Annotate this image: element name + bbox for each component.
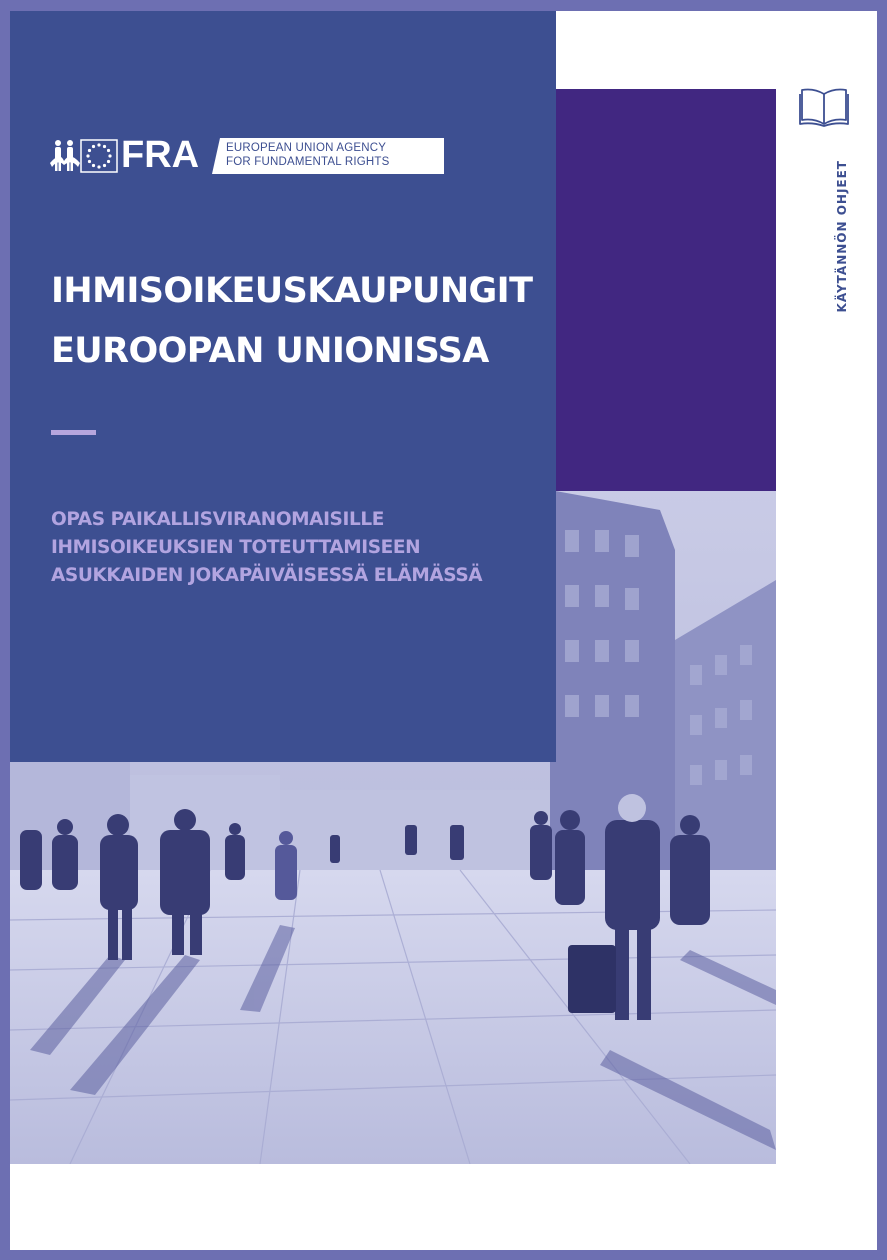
eu-star xyxy=(97,143,100,146)
eu-star xyxy=(108,154,111,157)
eu-star xyxy=(107,149,110,152)
eu-star xyxy=(88,160,91,163)
eu-stars-icon xyxy=(80,139,118,173)
title-panel xyxy=(10,11,556,762)
title-divider xyxy=(51,430,96,435)
fra-logo xyxy=(50,135,450,175)
agency-name-line2: FOR FUNDAMENTAL RIGHTS xyxy=(226,156,390,168)
document-subtitle xyxy=(51,506,556,590)
eu-star xyxy=(92,145,95,148)
people-figures-icon xyxy=(50,139,80,173)
subtitle-line3: ASUKKAIDEN JOKAPÄIVÄISESSÄ ELÄMÄSSÄ xyxy=(51,565,483,586)
fra-wordmark: FRA xyxy=(121,134,200,176)
eu-star xyxy=(103,164,106,167)
eu-star xyxy=(86,154,89,157)
subtitle-line2: IHMISOIKEUKSIEN TOTEUTTAMISEEN xyxy=(51,537,421,558)
eu-star xyxy=(92,164,95,167)
document-type-label: KÄYTÄNNÖN OHJEET xyxy=(835,160,849,313)
eu-star xyxy=(88,149,91,152)
title-line2: EUROOPAN UNIONISSA xyxy=(51,331,489,371)
open-book-icon xyxy=(798,86,850,128)
agency-name xyxy=(226,141,444,169)
agency-name-line1: EUROPEAN UNION AGENCY xyxy=(226,142,387,154)
eu-star xyxy=(103,145,106,148)
accent-panel xyxy=(556,89,776,491)
document-title xyxy=(51,261,551,381)
eu-star xyxy=(97,165,100,168)
title-line1: IHMISOIKEUSKAUPUNGIT xyxy=(51,271,533,311)
subtitle-line1: OPAS PAIKALLISVIRANOMAISILLE xyxy=(51,509,384,530)
eu-star xyxy=(107,160,110,163)
